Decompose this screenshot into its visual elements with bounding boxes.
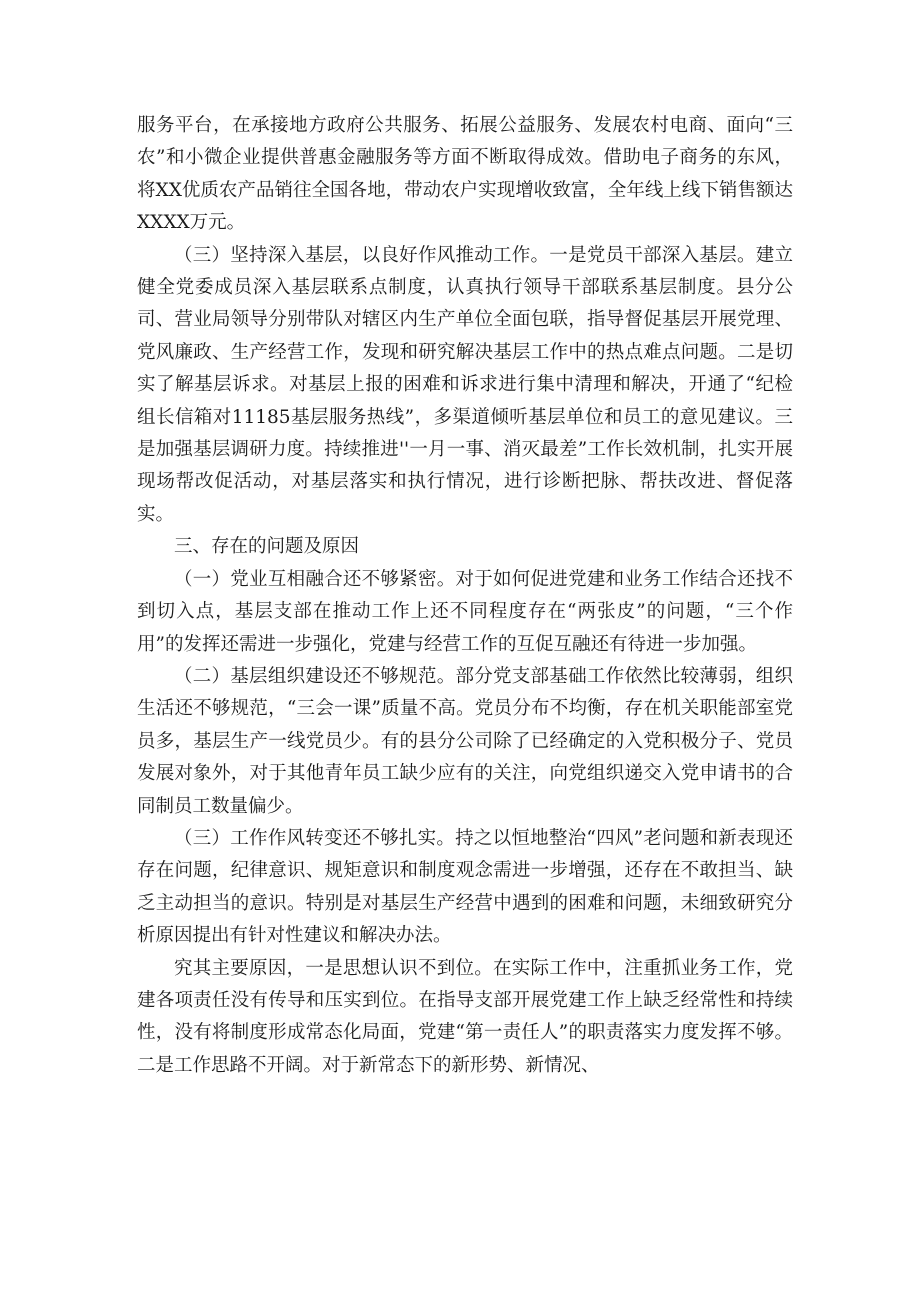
paragraph-organization: （二）基层组织建设还不够规范。部分党支部基础工作依然比较薄弱，组织生活还不够规范，“三会一课”质量不高。党员分布不均衡，存在机关职能部室党员多，基层生产一线党员少。有的县分公司除了已经确定的入党积极分子、党员发展对象外，对于其他青年员工缺少应有的关注，向党组织递交入党申请书的合同制员工数量偏少。 xyxy=(137,665,793,817)
paragraph-integration: （一）党业互相融合还不够紧密。对于如何促进党建和业务工作结合还找不到切入点，基层支部在推动工作上还不同程度存在“两张皮”的问题，“三个作用”的发挥还需进一步强化，党建与经营工作的互促互融还有待进一步加强。 xyxy=(137,568,793,655)
document-body xyxy=(137,110,793,1082)
paragraph-main-reasons: 究其主要原因，一是思想认识不到位。在实际工作中，注重抓业务工作，党建各项责任没有传导和压实到位。在指导支部开展党建工作上缺乏经常性和持续性，没有将制度形成常态化局面，党建“第一责任人”的职责落实力度发挥不够。二是工作思路不开阔。对于新常态下的新形势、新情况、 xyxy=(137,957,793,1076)
paragraph-deep-grassroots: （三）坚持深入基层，以良好作风推动工作。一是党员干部深入基层。建立健全党委成员深入基层联系点制度，认真执行领导干部联系基层制度。县分公司、营业局领导分别带队对辖区内生产单位全面包联，指导督促基层开展党理、党风廉政、生产经营工作，发现和研究解决基层工作中的热点难点问题。二是切实了解基层诉求。对基层上报的困难和诉求进行集中清理和解决，开通了“纪检组长信箱对11185基层服务热线”，多渠道倾听基层单位和员工的意见建议。三是加强基层调研力度。持续推进''一月一事、消灭最差”工作长效机制，扎实开展现场帮改促活动，对基层落实和执行情况，进行诊断把脉、帮扶改进、督促落实。 xyxy=(137,244,793,525)
paragraph-continuation: 服务平台，在承接地方政府公共服务、拓展公益服务、发展农村电商、面向“三农”和小微企业提供普惠金融服务等方面不断取得成效。借助电子商务的东风，将XX优质农产品销往全国各地，带动农户实现增收致富，全年线上线下销售额达XXXX万元。 xyxy=(137,115,793,234)
section-heading-problems: 三、存在的问题及原因 xyxy=(174,536,360,558)
paragraph-work-style: （三）工作作风转变还不够扎实。持之以恒地整治“四风”老问题和新表现还存在问题，纪律意识、规矩意识和制度观念需进一步增强，还存在不敢担当、缺乏主动担当的意识。特别是对基层生产经营中遇到的困难和问题，未细致研究分析原因提出有针对性建议和解决办法。 xyxy=(137,827,793,947)
